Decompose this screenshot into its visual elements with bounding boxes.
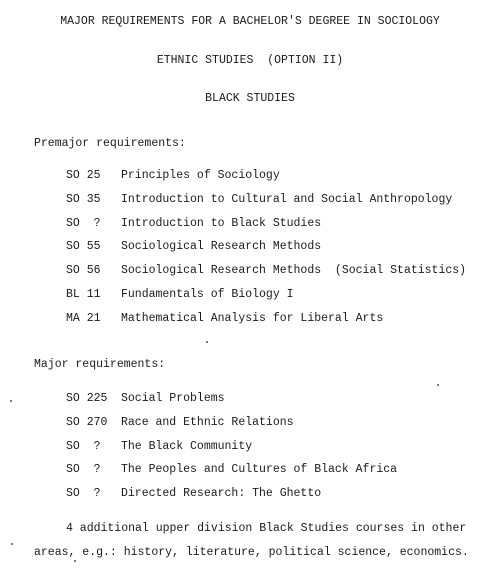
premajor-heading: Premajor requirements: bbox=[34, 137, 186, 150]
course-code: SO ? bbox=[66, 217, 101, 230]
additional-note-line-1: 4 additional upper division Black Studies courses in other bbox=[66, 522, 467, 535]
scan-speck bbox=[437, 384, 439, 386]
course-title: Directed Research: The Ghetto bbox=[121, 487, 322, 500]
additional-note-line-2: areas, e.g.: history, literature, political science, economics. bbox=[34, 546, 469, 559]
course-title: Sociological Research Methods (Social Statistics) bbox=[121, 264, 467, 277]
course-code: SO ? bbox=[66, 487, 101, 500]
course-code: SO ? bbox=[66, 440, 101, 453]
scan-speck bbox=[206, 341, 208, 343]
course-title: The Black Community bbox=[121, 440, 253, 453]
course-title: The Peoples and Cultures of Black Africa bbox=[121, 463, 398, 476]
scan-speck bbox=[74, 560, 76, 562]
course-code: SO 56 bbox=[66, 264, 101, 277]
major-heading: Major requirements: bbox=[34, 358, 166, 371]
course-title: Sociological Research Methods bbox=[121, 240, 322, 253]
subject-heading: BLACK STUDIES bbox=[205, 92, 295, 105]
course-title: Mathematical Analysis for Liberal Arts bbox=[121, 312, 384, 325]
document-title: MAJOR REQUIREMENTS FOR A BACHELOR'S DEGREE IN SOCIOLOGY bbox=[60, 15, 440, 28]
course-title: Race and Ethnic Relations bbox=[121, 416, 294, 429]
course-code: SO 55 bbox=[66, 240, 101, 253]
course-code: SO 35 bbox=[66, 193, 101, 206]
course-title: Principles of Sociology bbox=[121, 169, 280, 182]
course-title: Introduction to Black Studies bbox=[121, 217, 322, 230]
course-code: MA 21 bbox=[66, 312, 101, 325]
course-code: BL 11 bbox=[66, 288, 101, 301]
course-code: SO 270 bbox=[66, 416, 108, 429]
course-code: SO 225 bbox=[66, 392, 108, 405]
scan-speck bbox=[10, 400, 12, 402]
course-code: SO ? bbox=[66, 463, 101, 476]
course-title: Social Problems bbox=[121, 392, 225, 405]
course-title: Fundamentals of Biology I bbox=[121, 288, 294, 301]
course-code: SO 25 bbox=[66, 169, 101, 182]
option-heading: ETHNIC STUDIES (OPTION II) bbox=[156, 54, 344, 67]
scan-speck bbox=[11, 543, 13, 545]
course-title: Introduction to Cultural and Social Anthropology bbox=[121, 193, 453, 206]
